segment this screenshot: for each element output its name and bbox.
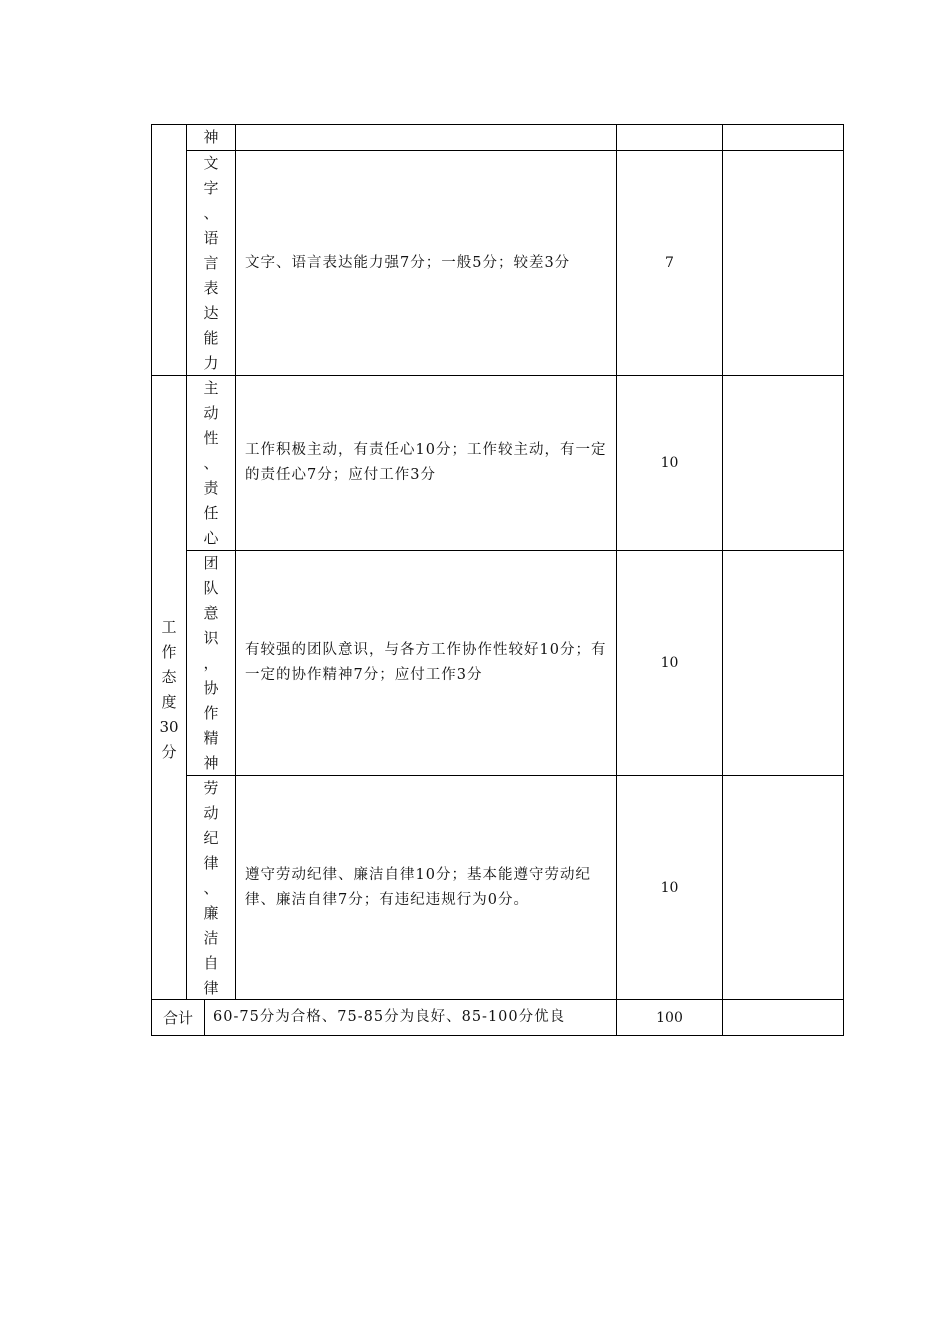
criteria-text: 文字、语言表达能力强7分；一般5分；较差3分 — [245, 254, 571, 271]
category-label: 工 作 态 度 30 分 — [159, 618, 179, 761]
item-text: 神 — [203, 128, 219, 146]
column-divider — [722, 124, 723, 1036]
table-border-bottom — [151, 1035, 844, 1036]
score-value: 10 — [660, 655, 679, 671]
score-value: 10 — [660, 879, 679, 896]
criteria-text: 遵守劳动纪律、廉洁自律10分；基本能遵守劳动纪律、廉洁自律7分；有违纪违规行为0分。 — [245, 866, 591, 908]
table-border-right — [843, 124, 844, 1036]
item-label: 劳 动 纪 律 、 廉 洁 自 律 — [203, 779, 219, 997]
criteria-text: 有较强的团队意识，与各方工作协作性较好10分；有一定的协作精神7分；应付工作3分 — [245, 642, 607, 683]
criteria-text: 工作积极主动，有责任心10分；工作较主动，有一定的责任心7分；应付工作3分 — [245, 442, 607, 483]
item-label: 主 动 性 、 责 任 心 — [203, 379, 219, 547]
table-border-left — [151, 124, 152, 1036]
item-label: 团 队 意 识 ， 协 作 精 神 — [203, 554, 219, 772]
total-score-value: 100 — [656, 1009, 683, 1026]
total-criteria-text: 60-75分为合格、75-85分为良好、85-100分优良 — [213, 1009, 566, 1025]
column-divider — [204, 999, 205, 1035]
score-value: 7 — [665, 255, 674, 271]
total-label: 合计 — [162, 1009, 193, 1027]
column-divider — [235, 124, 236, 1000]
score-value: 10 — [660, 455, 679, 471]
item-label — [187, 125, 235, 150]
table-border-top — [151, 124, 844, 125]
item-label: 文 字 、 语 言 表 达 能 力 — [203, 154, 219, 372]
